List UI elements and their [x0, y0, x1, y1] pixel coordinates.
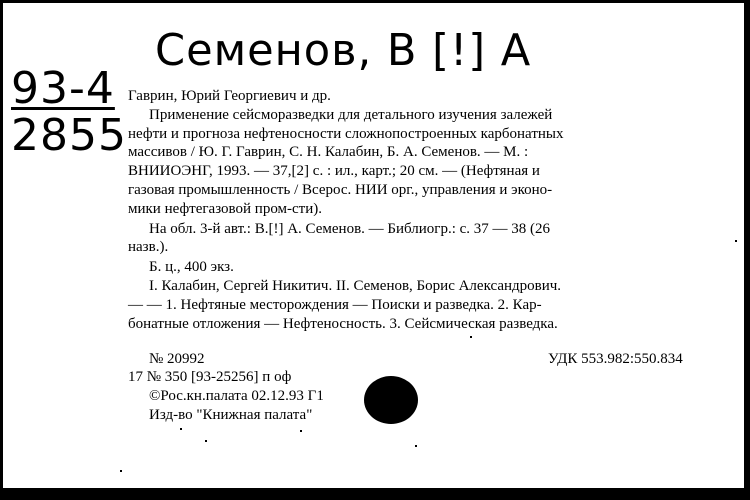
title-line-1: Применение сейсморазведки для детального изучения залежей — [149, 107, 553, 123]
speck — [120, 470, 122, 472]
handwritten-author-name: Семенов, В [!] А — [155, 25, 532, 76]
speck — [180, 428, 182, 430]
price-line: Б. ц., 400 экз. — [149, 259, 234, 275]
ink-blot — [364, 376, 418, 424]
card-number: № 20992 — [149, 351, 205, 367]
order-line: 17 № 350 [93-25256] п оф — [128, 369, 292, 385]
card-right-edge — [744, 0, 750, 500]
title-line-2: нефти и прогноза нефтеносности сложнопостроенных карбонатных — [128, 126, 564, 142]
author-heading: Гаврин, Юрий Георгиевич и др. — [128, 88, 331, 104]
title-line-3: массивов / Ю. Г. Гаврин, С. Н. Калабин, Б. А. Семенов. — М. : — [128, 144, 529, 160]
handwritten-shelf-mark-bottom: 2855 — [11, 110, 127, 161]
handwritten-shelf-mark-top: 93-4 — [11, 63, 115, 114]
copyright-line: ©Рос.кн.палата 02.12.93 Г1 — [149, 388, 324, 404]
speck — [735, 240, 737, 242]
imprint-line-3: мики нефтегазовой пром-сти). — [128, 201, 323, 217]
speck — [205, 440, 207, 442]
tracings-line-1: I. Калабин, Сергей Никитич. II. Семенов, Борис Александрович. — [149, 278, 562, 294]
speck — [415, 445, 417, 447]
tracings-line-3: бонатные отложения — Нефтеносность. 3. Сейсмическая разведка. — [128, 316, 558, 332]
note-line-2: назв.). — [128, 239, 169, 255]
publisher-line: Изд-во "Книжная палата" — [149, 407, 313, 423]
udk-code: УДК 553.982:550.834 — [548, 351, 683, 367]
tracings-line-2: — — 1. Нефтяные месторождения — Поиски и разведка. 2. Кар- — [128, 297, 542, 313]
speck — [300, 430, 302, 432]
imprint-line-1: ВНИИОЭНГ, 1993. — 37,[2] с. : ил., карт.; 20 см. — (Нефтяная и — [128, 163, 540, 179]
speck — [470, 336, 472, 338]
imprint-line-2: газовая промышленность / Всерос. НИИ орг., управления и эконо- — [128, 182, 553, 198]
note-line-1: На обл. 3-й авт.: В.[!] А. Семенов. — Библиогр.: с. 37 — 38 (26 — [149, 221, 551, 237]
card-bottom-edge — [0, 488, 750, 500]
